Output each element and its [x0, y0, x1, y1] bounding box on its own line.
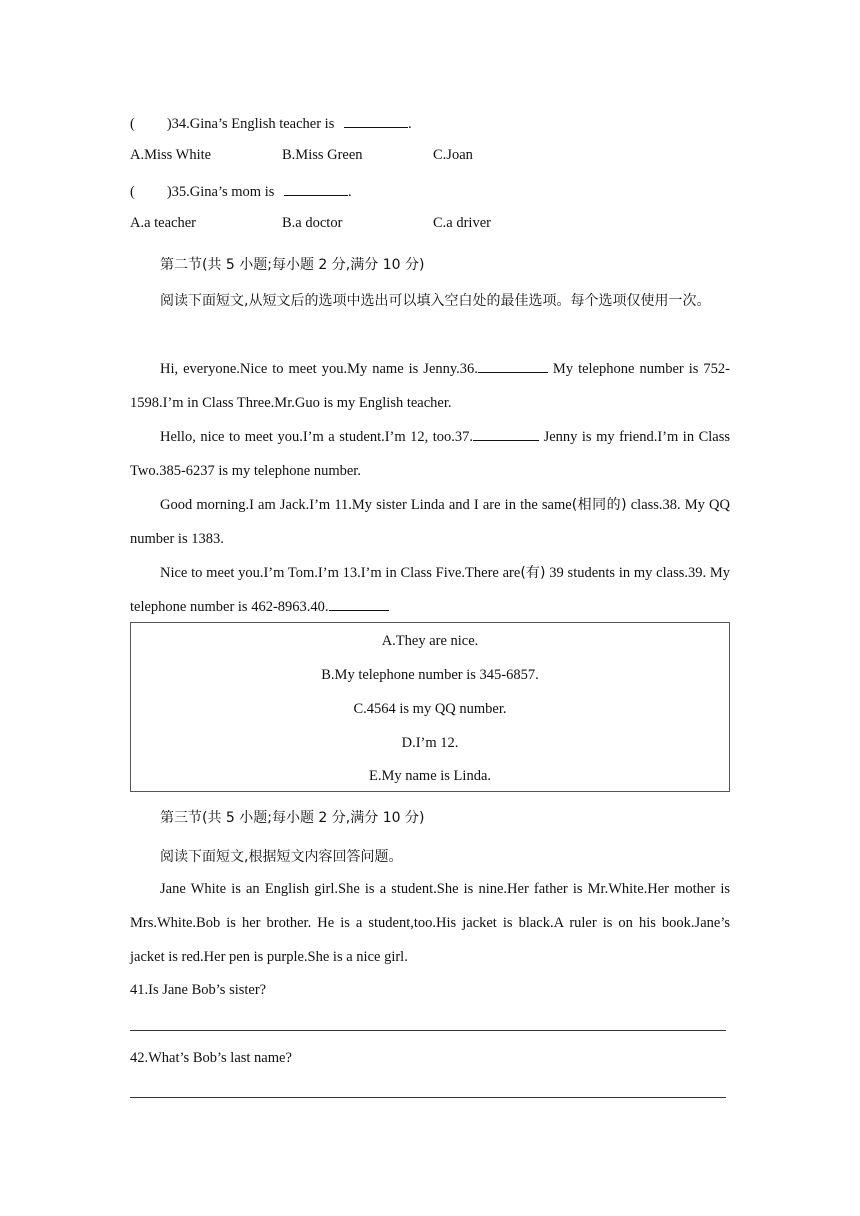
choices-box: [130, 622, 730, 792]
q35-blank[interactable]: [284, 181, 348, 196]
section-3-title: 第三节(共 5 小题;每小题 2 分,满分 10 分): [160, 810, 425, 826]
q35-option-c[interactable]: C.a driver: [433, 215, 491, 231]
chinese-gloss: (相同的): [571, 497, 627, 513]
section-3-instruction: 阅读下面短文,根据短文内容回答问题。: [160, 849, 403, 865]
question-42: 42.What’s Bob’s last name?: [130, 1050, 292, 1066]
q34-stem: )34.Gina’s English teacher is: [166, 116, 335, 132]
q34-option-b[interactable]: B.Miss Green: [282, 147, 363, 163]
q35-option-b[interactable]: B.a doctor: [282, 215, 343, 231]
paragraph-text: Hello, nice to meet you.I’m a student.I’m 12, too.37.: [160, 429, 474, 445]
question-34: [130, 113, 412, 133]
section-2-title: 第二节(共 5 小题;每小题 2 分,满分 10 分): [160, 257, 425, 273]
chinese-gloss: (有): [520, 565, 546, 581]
paragraph-text: Good morning.I am Jack.I’m 11.My sister Linda and I are in the same: [160, 497, 572, 513]
blank-36[interactable]: [478, 358, 548, 373]
q34-options: [130, 147, 730, 167]
choice-b[interactable]: B.My telephone number is 345-6857.: [321, 667, 539, 683]
paragraph-text: class.38. My QQ number is 1383.: [130, 497, 730, 547]
passage-paragraph-jenny: [130, 352, 730, 420]
paragraph-text: Jenny is my friend.I’m in Class Two.385-6237 is my telephone number.: [130, 429, 730, 479]
choice-a[interactable]: A.They are nice.: [381, 633, 479, 649]
q34-end: .: [407, 116, 412, 132]
q35-stem: )35.Gina’s mom is: [166, 184, 275, 200]
choice-e[interactable]: E.My name is Linda.: [368, 768, 492, 784]
paragraph-text: My telephone number is 752-1598.I’m in Class Three.Mr.Guo is my English teacher.: [130, 361, 730, 411]
blank-40[interactable]: [329, 596, 389, 611]
section-3-passage: Jane White is an English girl.She is a student.She is nine.Her father is Mr.White.Her mother is Mrs.White.Bob is her brother. He is a student,too.His jacket is black.A ruler is on his book.Jane’s jacket is red.Her pen is purple.She is a nice girl.: [130, 881, 730, 965]
section-2-instruction: 阅读下面短文,从短文后的选项中选出可以填入空白处的最佳选项。每个选项仅使用一次。: [160, 293, 711, 309]
blank-37[interactable]: [473, 426, 539, 441]
q35-end: .: [348, 184, 352, 200]
paragraph-text: Hi, everyone.Nice to meet you.My name is Jenny.36.: [160, 361, 478, 377]
answer-line-42[interactable]: [130, 1097, 726, 1098]
question-41: 41.Is Jane Bob’s sister?: [130, 982, 267, 998]
q34-blank[interactable]: [344, 113, 408, 128]
choice-d[interactable]: D.I’m 12.: [401, 735, 459, 751]
passage-paragraph-tom: [130, 556, 730, 624]
passage-paragraph-student: [130, 420, 730, 488]
q34-bracket-open: (: [130, 116, 135, 132]
q35-bracket-open: (: [130, 184, 135, 200]
passage-paragraph-jack: [130, 488, 730, 556]
choice-c[interactable]: C.4564 is my QQ number.: [353, 701, 507, 717]
question-35: [130, 181, 352, 201]
q34-option-a[interactable]: A.Miss White: [130, 147, 212, 163]
q35-option-a[interactable]: A.a teacher: [130, 215, 197, 231]
q35-options: [130, 215, 730, 235]
paragraph-text: Nice to meet you.I’m Tom.I’m 13.I’m in Class Five.There are: [160, 565, 521, 581]
answer-line-41[interactable]: [130, 1030, 726, 1031]
q34-option-c[interactable]: C.Joan: [433, 147, 473, 163]
paragraph-text: 39 students in my class.39. My telephone number is 462-8963.40.: [130, 565, 731, 615]
